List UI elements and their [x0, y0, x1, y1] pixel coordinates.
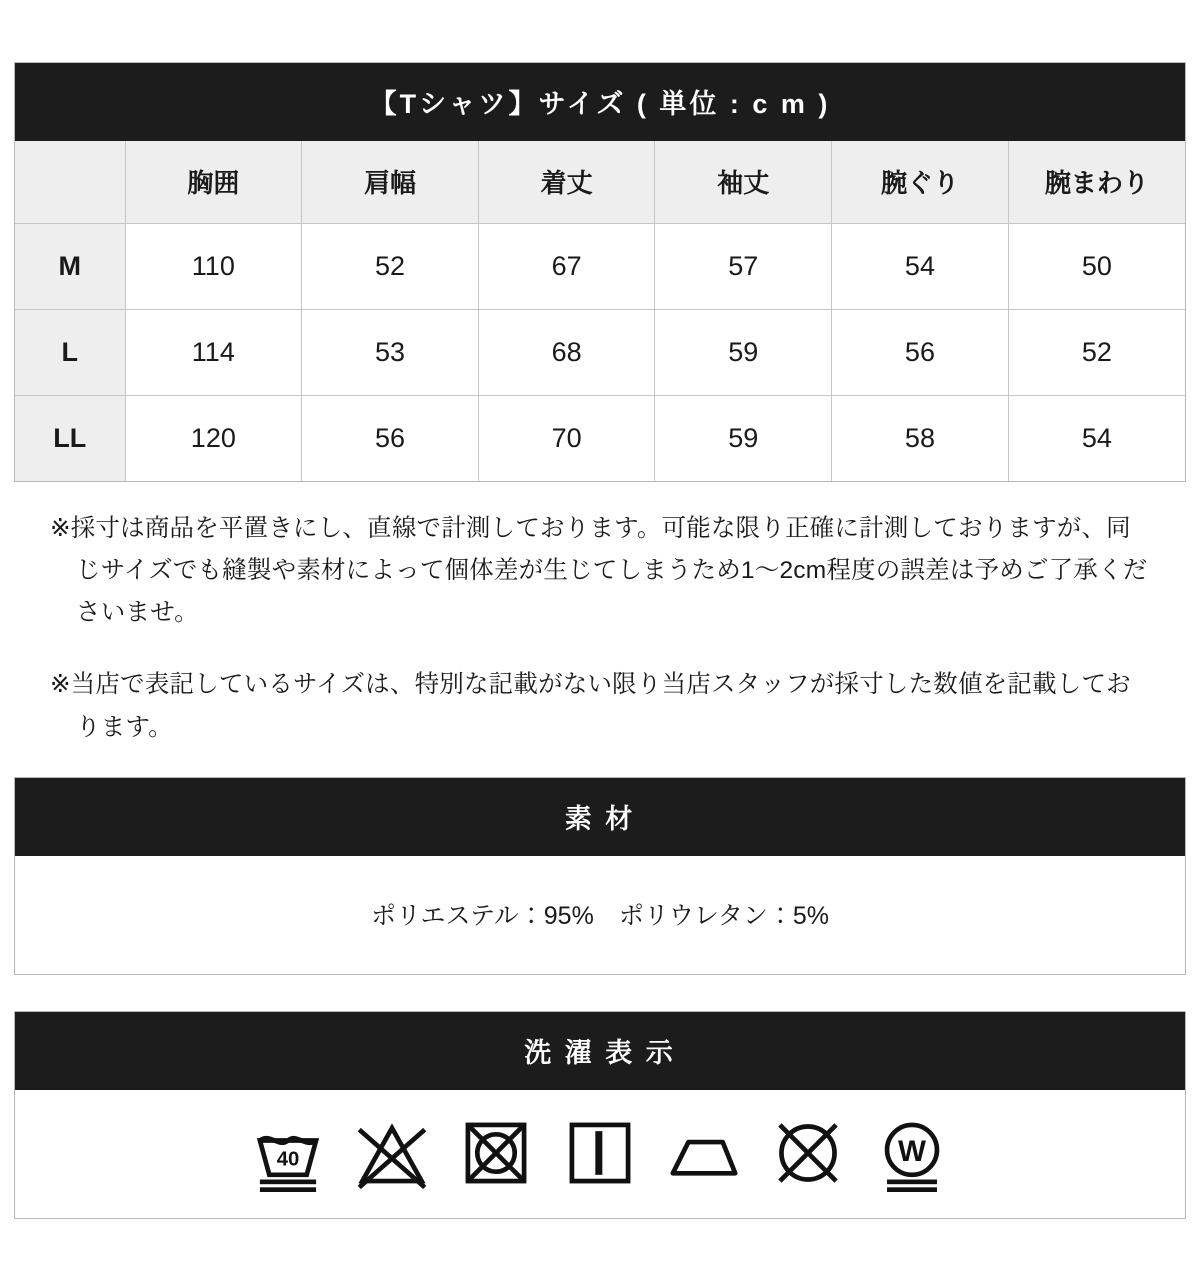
column-header-arm-circumference: 腕まわり — [1008, 141, 1185, 223]
cell-bust: 114 — [125, 309, 302, 395]
cell-armhole: 58 — [832, 395, 1009, 481]
cell-bust: 120 — [125, 395, 302, 481]
column-header-sleeve-length: 袖丈 — [655, 141, 832, 223]
row-header-size: L — [15, 309, 125, 395]
cell-sleeve-length: 59 — [655, 309, 832, 395]
table-header-row — [15, 141, 1185, 223]
table-row — [15, 223, 1185, 309]
cell-length: 68 — [478, 309, 655, 395]
size-chart-page — [0, 62, 1200, 1262]
cell-sleeve-length: 57 — [655, 223, 832, 309]
iron-low-icon — [665, 1114, 743, 1192]
svg-text:40: 40 — [276, 1148, 300, 1171]
cell-armhole: 54 — [832, 223, 1009, 309]
wash-care-block — [14, 1011, 1186, 1219]
washing-machine-40-icon — [249, 1114, 327, 1192]
material-block — [14, 777, 1186, 975]
notes-section — [14, 508, 1186, 749]
no-bleach-icon — [353, 1114, 431, 1192]
wet-clean-icon — [873, 1114, 951, 1192]
cell-bust: 110 — [125, 223, 302, 309]
cell-arm-circumference: 50 — [1008, 223, 1185, 309]
cell-length: 67 — [478, 223, 655, 309]
size-table-block — [14, 62, 1186, 482]
drip-dry-in-shade-icon — [561, 1114, 639, 1192]
column-header-length: 着丈 — [478, 141, 655, 223]
column-header-armhole: 腕ぐり — [832, 141, 1009, 223]
wash-icon-row — [15, 1090, 1185, 1218]
material-title: 素 材 — [15, 778, 1185, 856]
size-table-body — [15, 223, 1185, 481]
cell-length: 70 — [478, 395, 655, 481]
no-dry-clean-icon — [769, 1114, 847, 1192]
size-table-head — [15, 141, 1185, 223]
cell-arm-circumference: 52 — [1008, 309, 1185, 395]
row-header-size: LL — [15, 395, 125, 481]
column-header-size — [15, 141, 125, 223]
note-measurement: ※採寸は商品を平置きにし、直線で計測しております。可能な限り正確に計測しておりますが、同じサイズでも縫製や素材によって個体差が生じてしまうため1〜2cm程度の誤差は予めご了承くださいませ。 — [50, 515, 1148, 627]
cell-shoulder: 52 — [302, 223, 479, 309]
cell-shoulder: 56 — [302, 395, 479, 481]
cell-arm-circumference: 54 — [1008, 395, 1185, 481]
wash-care-title: 洗 濯 表 示 — [15, 1012, 1185, 1090]
row-header-size: M — [15, 223, 125, 309]
size-table-title: 【Tシャツ】サイズ ( 単位 : c m ) — [15, 63, 1185, 141]
note-staff-measured: ※当店で表記しているサイズは、特別な記載がない限り当店スタッフが採寸した数値を記載しております。 — [50, 671, 1131, 741]
cell-sleeve-length: 59 — [655, 395, 832, 481]
cell-armhole: 56 — [832, 309, 1009, 395]
svg-text:W: W — [898, 1134, 926, 1168]
size-table — [15, 141, 1185, 481]
table-row — [15, 395, 1185, 481]
column-header-shoulder: 肩幅 — [302, 141, 479, 223]
no-tumble-dry-icon — [457, 1114, 535, 1192]
table-row — [15, 309, 1185, 395]
cell-shoulder: 53 — [302, 309, 479, 395]
material-text: ポリエステル：95% ポリウレタン：5% — [15, 856, 1185, 974]
column-header-bust: 胸囲 — [125, 141, 302, 223]
